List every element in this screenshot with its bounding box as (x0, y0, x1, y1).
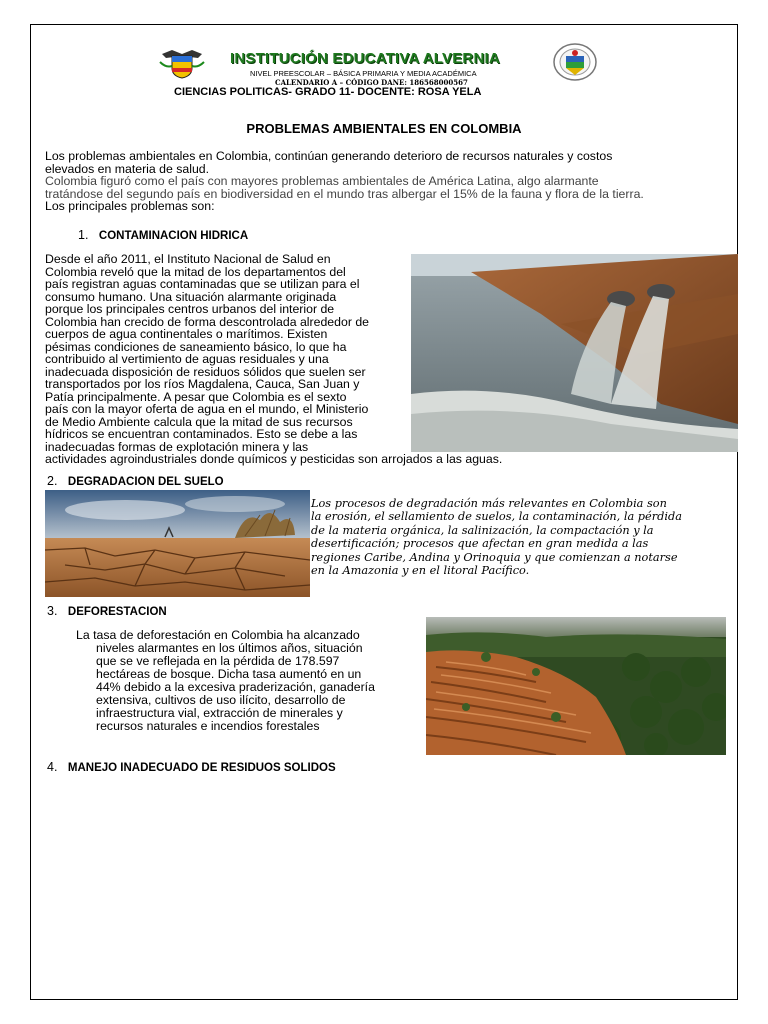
section-3-heading (47, 602, 167, 620)
section-heading-text: MANEJO INADECUADO DE RESIDUOS SOLIDOS (67, 762, 336, 774)
course-info: CIENCIAS POLITICAS- GRADO 11- DOCENTE: ROSA YELA (174, 86, 482, 98)
text-line: de la materia orgánica, la salinización, la compactación y la (311, 523, 654, 537)
text-line: Colombia han crecido de forma descontrolada alrededor de (45, 314, 370, 329)
section-number: 3. (47, 604, 58, 618)
section-number: 4. (47, 760, 58, 774)
deforestation-photo (426, 617, 726, 755)
soil-degradation-photo (45, 490, 310, 597)
text-line: Patía principalmente. A pesar que Colombia es el sexto (45, 389, 347, 404)
text-line: transportados por los ríos Magdalena, Cauca, San Juan y (45, 377, 360, 391)
section-2-text (311, 497, 731, 577)
text-line: cuerpos de agua continentales o marítimos. Existen (45, 327, 328, 341)
text-line: en la Amazonia y en el litoral Pacífico. (311, 564, 530, 578)
text-line: infraestructura vial, extracción de minerales y (96, 706, 343, 720)
text-line: porque los principales centros urbanos del interior de (45, 302, 335, 316)
document-title: PROBLEMAS AMBIENTALES EN COLOMBIA (246, 121, 522, 136)
text-line: regiones Caribe, Andina y Orinoquia y que comienzan a notarse (311, 550, 678, 564)
section-1-heading (78, 226, 248, 244)
institution-name: INSTITUCIÓN EDUCATIVA ALVERNIA (230, 50, 500, 67)
section-heading-text: DEGRADACION DEL SUELO (67, 476, 224, 488)
text-line: Los procesos de degradación más relevantes en Colombia son (311, 497, 667, 510)
text-line: hídricos se encuentran contaminados. Esto se debe a las (45, 427, 358, 441)
text-line: contribuido al vertimiento de aguas residuales y una (45, 352, 329, 366)
section-2-heading (47, 472, 224, 490)
section-heading-text: CONTAMINACION HIDRICA (98, 230, 249, 242)
text-line: de Medio Ambiente calcula que la mitad de sus recursos (45, 414, 353, 429)
text-line: niveles alarmantes en los últimos años, situación (96, 641, 363, 655)
section-number: 2. (47, 474, 58, 488)
intro-line: elevados en materia de salud. (45, 161, 210, 176)
intro-line: tratándose del segundo país en biodiversidad en el mundo tras albergar el 15% de la fauna y flora de la tierra. (45, 186, 644, 201)
text-line: 44% debido a la excesiva praderización, ganadería (96, 680, 375, 694)
colombia-crest-icon (158, 48, 206, 80)
text-line: La tasa de deforestación en Colombia ha alcanzado (76, 628, 360, 642)
section-4-heading (47, 758, 336, 776)
intro-paragraph (45, 150, 735, 213)
text-line: que se ve reflejada en la pérdida de 178.597 (96, 654, 340, 668)
text-line: desertificación; procesos que afectan en gran medida a las (311, 537, 649, 551)
text-line: inadecuadas formas de explotación minera y las (45, 439, 309, 454)
school-seal-icon (552, 42, 598, 82)
intro-line: Colombia figuró como el país con mayores problemas ambientales de América Latina, algo alarmante (45, 174, 599, 188)
section-number: 1. (78, 228, 89, 242)
text-line: consumo humano. Una situación alarmante originada (45, 289, 337, 304)
text-line: Colombia reveló que la mitad de los departamentos del (45, 264, 346, 279)
text-line: inadecuada disposición de residuos sólidos que suelen ser (45, 364, 366, 379)
section-3-text (76, 629, 421, 733)
text-line: hectáreas de bosque. Dicha tasa aumentó en un (96, 667, 362, 681)
text-line: Desde el año 2011, el Instituto Nacional de Salud en (45, 252, 331, 266)
intro-line: Los problemas ambientales en Colombia, continúan generando deterioro de recursos naturales y costos (45, 149, 613, 163)
text-line: pésimas condiciones de saneamiento básico, lo que ha (45, 339, 347, 354)
intro-closing: Los principales problemas son: (45, 199, 215, 213)
text-line: recursos naturales e incendios forestales (96, 719, 320, 733)
water-pollution-photo (411, 254, 738, 452)
section-heading-text: DEFORESTACION (67, 606, 167, 618)
text-line: extensiva, cultivos de uso ilícito, desarrollo de (96, 693, 346, 707)
institution-calendar: CALENDARIO A – CÓDIGO DANE: 186568000567 (275, 78, 468, 87)
text-line: país registran aguas contaminadas que se utilizan para el (45, 277, 360, 291)
text-line: país con la mayor oferta de agua en el mundo, el Ministerio (45, 402, 369, 416)
text-line: actividades agroindustriales donde químicos y pesticidas son arrojados a las aguas. (45, 452, 503, 466)
institution-levels: NIVEL PREESCOLAR – BÁSICA PRIMARIA Y MEDIA ACADÉMICA (250, 69, 477, 78)
text-line: la erosión, el sellamiento de suelos, la contaminación, la pérdida (311, 510, 682, 524)
